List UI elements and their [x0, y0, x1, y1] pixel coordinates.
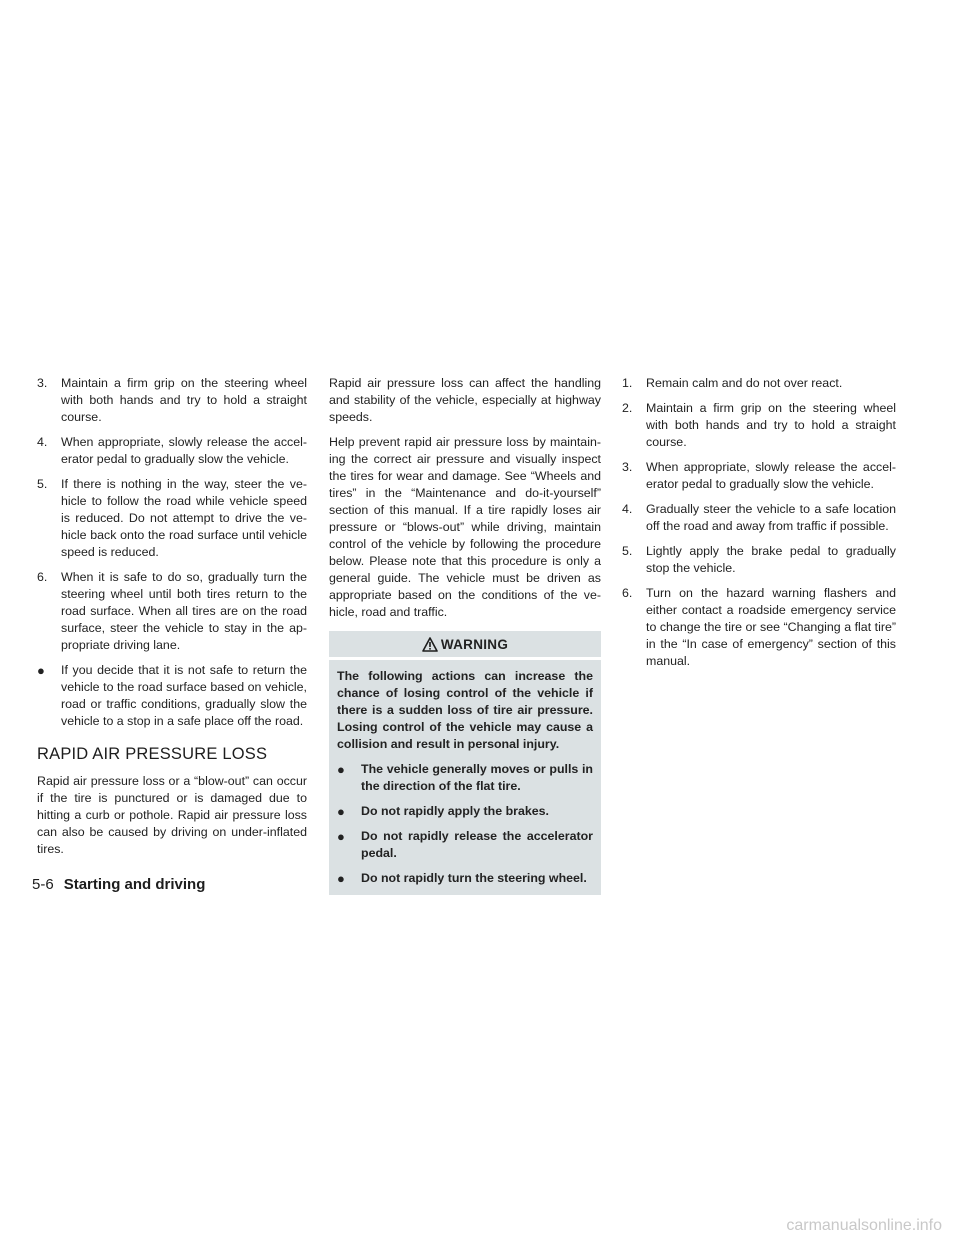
bullet-marker: ● [337, 804, 345, 819]
bullet-marker: ● [37, 663, 45, 678]
list-text: Gradually steer the vehicle to a safe location off the road and away from traffic if possible. [646, 502, 896, 533]
page-footer [32, 876, 205, 893]
watermark: carmanualsonline.info [786, 1217, 942, 1234]
column-left [37, 375, 307, 866]
list-marker: 1. [622, 376, 633, 390]
warning-body: The following actions can increase the chance of losing control of the vehicle if there is a sudden loss of tire air pressure. Losing control of the vehicle may cause a collision and result in personal injury. [337, 669, 593, 751]
list-marker: 2. [622, 401, 633, 415]
list-text: Lightly apply the brake pedal to gradually stop the vehicle. [646, 544, 896, 575]
bullet-text: Do not rapidly release the accelerator pedal. [361, 829, 593, 860]
list-item [622, 375, 896, 392]
list-item [37, 375, 307, 426]
list-item [622, 501, 896, 535]
bullet-text: The vehicle generally moves or pulls in the direction of the flat tire. [361, 762, 593, 793]
bullet-marker: ● [337, 762, 345, 777]
list-marker: 6. [37, 570, 48, 584]
list-marker: 5. [37, 477, 48, 491]
warning-bullet [337, 828, 593, 862]
list-marker: 4. [622, 502, 633, 516]
warning-title: WARNING [440, 636, 509, 652]
warning-box [329, 631, 601, 895]
list-item [622, 543, 896, 577]
warning-bullet [337, 803, 593, 820]
bullet-marker: ● [337, 871, 345, 886]
list-marker: 3. [622, 460, 633, 474]
section-heading: RAPID AIR PRESSURE LOSS [37, 745, 268, 763]
list-item [37, 569, 307, 654]
list-item [622, 585, 896, 670]
list-text: Remain calm and do not over react. [646, 376, 843, 390]
page-number: 5-6 [32, 876, 54, 893]
warning-header [329, 631, 601, 660]
bullet-text: If you decide that it is not safe to return the vehicle to the road surface based on vehicle, road or traffic conditions, gradually slow the vehicle to a stop in a safe place off the road. [61, 663, 307, 728]
list-text: When appropriate, slowly release the accelerator pedal to gradually slow the vehicle. [61, 435, 307, 466]
list-text: Turn on the hazard warning flashers and either contact a roadside emergency service to change the tire or see “Changing a flat tire” in the “In case of emergency” section of this manual. [646, 586, 896, 668]
bullet-item [37, 662, 307, 730]
list-text: Maintain a firm grip on the steering wheel with both hands and try to hold a straight course. [646, 401, 896, 449]
list-marker: 3. [37, 376, 48, 390]
list-text: When it is safe to do so, gradually turn the steering wheel until both tires return to the road surface. When all tires are on the road surface, steer the vehicle to stay in the appropriate driving lane. [61, 570, 307, 652]
warning-bullet [337, 870, 593, 887]
warning-bullet [337, 761, 593, 795]
list-item [37, 434, 307, 468]
paragraph: Rapid air pressure loss can affect the handling and stability of the vehicle, especially at highway speeds. [329, 376, 601, 424]
list-marker: 4. [37, 435, 48, 449]
list-item [622, 459, 896, 493]
paragraph: Help prevent rapid air pressure loss by maintaining the correct air pressure and visually inspect the tires for wear and damage. See “Wheels and tires” in the “Maintenance and do-it-yourself” section of this manual. If a tire rapidly loses air pressure or “blows-out” while driving, maintain control of the vehicle by following the procedure below. Please note that this procedure is only a general guide. The vehicle must be driven as appropriate based on the conditions of the vehicle, road and traffic. [329, 435, 601, 619]
column-right [622, 375, 896, 678]
column-middle [329, 375, 601, 895]
list-item [622, 400, 896, 451]
bullet-text: Do not rapidly turn the steering wheel. [361, 871, 587, 885]
list-item [37, 476, 307, 561]
list-marker: 6. [622, 586, 633, 600]
paragraph: Rapid air pressure loss or a “blow-out” can occur if the tire is punctured or is damaged due to hitting a curb or pothole. Rapid air pressure loss can also be caused by driving on under-inflated tires. [37, 774, 307, 856]
section-name: Starting and driving [63, 876, 206, 893]
list-marker: 5. [622, 544, 633, 558]
bullet-marker: ● [337, 829, 345, 844]
list-text: If there is nothing in the way, steer the vehicle to follow the road while vehicle speed is reduced. Do not attempt to drive the vehicle back onto the road surface until vehicle speed is reduced. [61, 477, 307, 559]
warning-triangle-icon [422, 637, 438, 652]
list-text: When appropriate, slowly release the accelerator pedal to gradually slow the vehicle. [646, 460, 896, 491]
list-text: Maintain a firm grip on the steering wheel with both hands and try to hold a straight course. [61, 376, 307, 424]
bullet-text: Do not rapidly apply the brakes. [361, 804, 549, 818]
